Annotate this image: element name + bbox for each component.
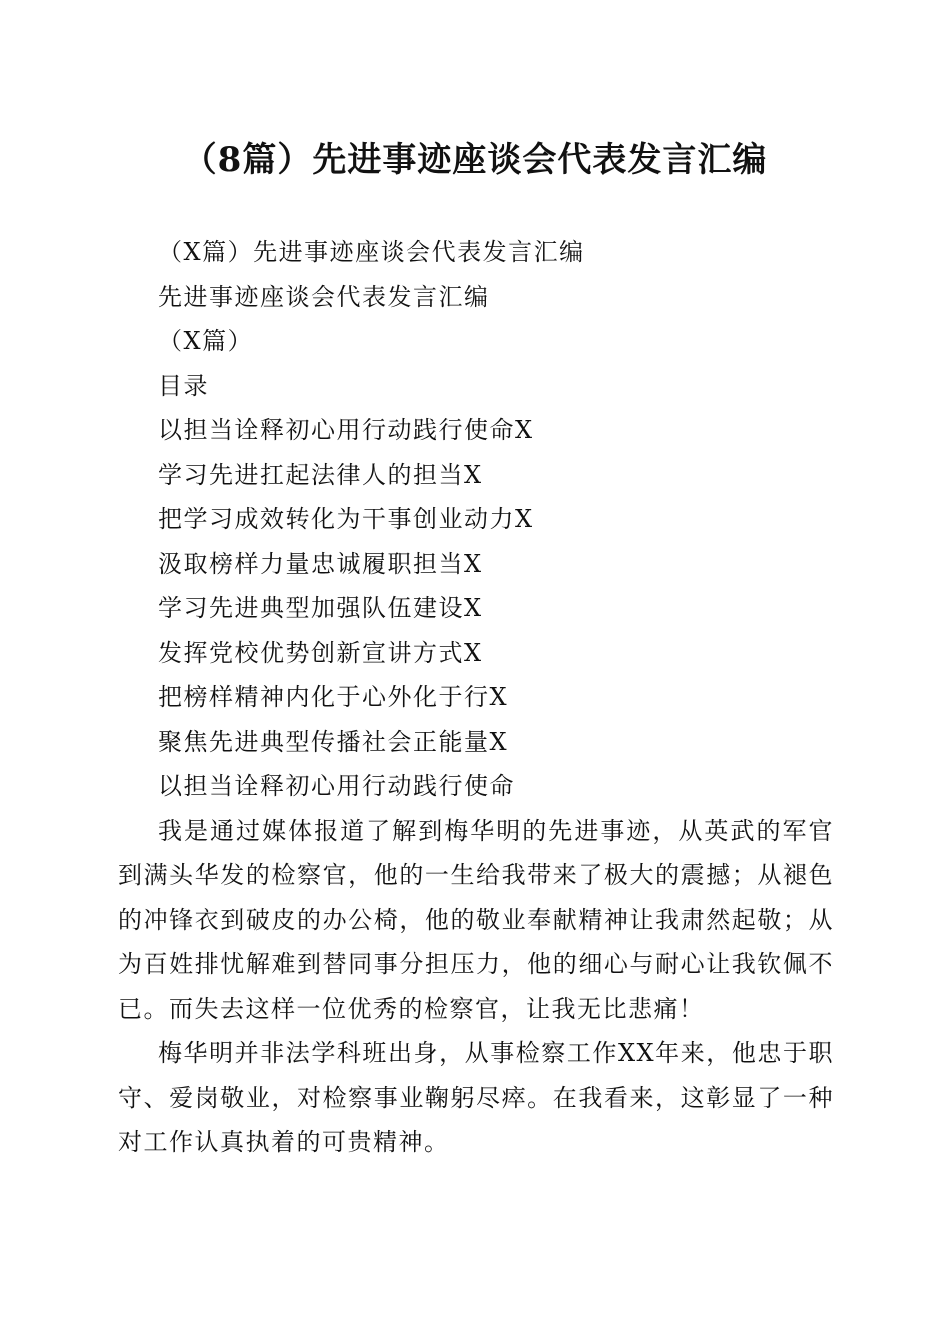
toc-item: 学习先进典型加强队伍建设X [158, 594, 483, 622]
toc-item: 汲取榜样力量忠诚履职担当X [158, 549, 483, 578]
toc-item: 学习先进扛起法律人的担当X [158, 460, 483, 489]
toc-item: 把学习成效转化为干事创业动力X [158, 505, 534, 533]
count-line: （X篇） [158, 327, 254, 355]
body-paragraph: 梅华明并非法学科班出身，从事检察工作XX年来，他忠于职守、爱岗敬业，对检察事业鞠躬尽瘁。在我看来，这彰显了一种对工作认真执着的可贵精神。 [118, 1039, 834, 1156]
toc-heading: 目录 [158, 371, 209, 400]
toc-item: 把榜样精神内化于心外化于行X [158, 683, 509, 711]
toc-item: 以担当诠释初心用行动践行使命X [158, 416, 534, 444]
document-body [118, 230, 834, 1165]
toc-item: 聚焦先进典型传播社会正能量X [158, 727, 509, 756]
subtitle-line: （X篇）先进事迹座谈会代表发言汇编 [158, 238, 585, 266]
toc-item: 发挥党校优势创新宣讲方式X [158, 638, 483, 667]
document-title: （8篇）先进事迹座谈会代表发言汇编 [182, 140, 768, 180]
collection-title-line: 先进事迹座谈会代表发言汇编 [158, 282, 490, 311]
body-paragraph: 我是通过媒体报道了解到梅华明的先进事迹，从英武的军官到满头华发的检察官，他的一生给我带来了极大的震撼；从褪色的冲锋衣到破皮的办公椅，他的敬业奉献精神让我肃然起敬；从为百姓排忧解难到替同事分担压力，他的细心与耐心让我钦佩不已。而失去这样一位优秀的检察官，让我无比悲痛！ [118, 816, 834, 1023]
section-title: 以担当诠释初心用行动践行使命 [158, 772, 515, 800]
